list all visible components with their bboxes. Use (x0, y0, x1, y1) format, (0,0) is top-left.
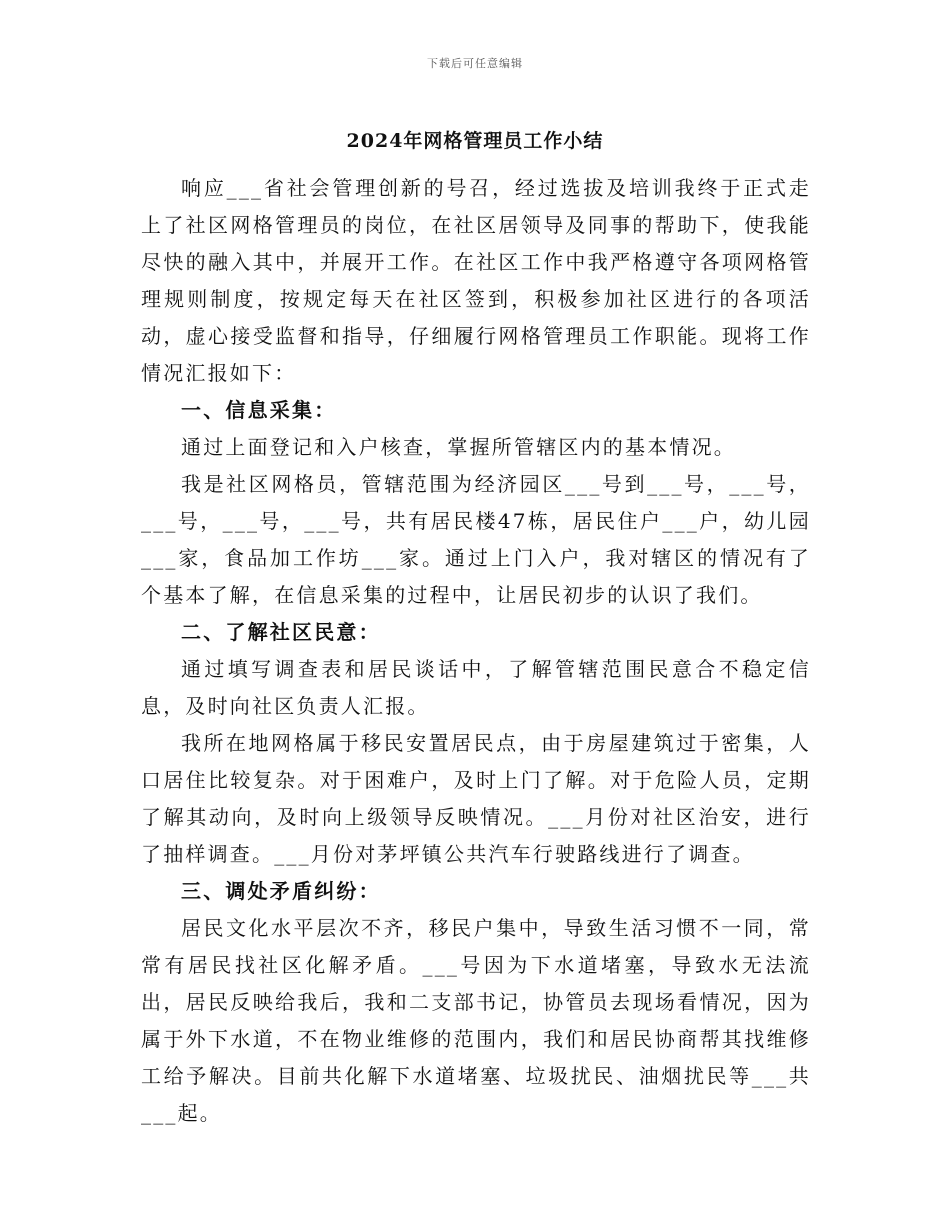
section-heading-public-opinion: 二、了解社区民意： (181, 620, 381, 644)
paragraph: 通过上面登记和入户核查，掌握所管辖区内的基本情况。 (181, 435, 736, 459)
header-note: 下载后可任意编辑 (427, 57, 523, 70)
paragraph: 通过填写调查表和居民谈话中，了解管辖范围民意合不稳定信息，及时向社区负责人汇报。 (141, 657, 811, 718)
document-title: 2024年网格管理员工作小结 (346, 130, 604, 152)
paragraph: 我是社区网格员，管辖范围为经济园区___号到___号，___号，___号，___号，___号，共有居民楼47栋，居民住户___户，幼儿园___家，食品加工作坊___家。通过上门入户，我对辖区的情况有了个基本了解，在信息采集的过程中，让居民初步的认识了我们。 (141, 472, 811, 607)
document-body (141, 170, 811, 1132)
intro-paragraph: 响应___省社会管理创新的号召，经过选拔及培训我终于正式走上了社区网格管理员的岗位，在社区居领导及同事的帮助下，使我能尽快的融入其中，并展开工作。在社区工作中我严格遵守各项网格管理规则制度，按规定每天在社区签到，积极参加社区进行的各项活动，虚心接受监督和指导，仔细履行网格管理员工作职能。现将工作情况汇报如下： (141, 176, 811, 385)
paragraph: 居民文化水平层次不齐，移民户集中，导致生活习惯不一同，常常有居民找社区化解矛盾。___号因为下水道堵塞，导致水无法流出，居民反映给我后，我和二支部书记，协管员去现场看情况，因为属于外下水道，不在物业维修的范围内，我们和居民协商帮其找维修工给予解决。目前共化解下水道堵塞、垃圾扰民、油烟扰民等___共___起。 (141, 916, 811, 1125)
paragraph: 我所在地网格属于移民安置居民点，由于房屋建筑过于密集，人口居住比较复杂。对于困难户，及时上门了解。对于危险人员，定期了解其动向，及时向上级领导反映情况。___月份对社区治安，进行了抽样调查。___月份对茅坪镇公共汽车行驶路线进行了调查。 (141, 731, 811, 866)
section-heading-info-collection: 一、信息采集： (181, 398, 337, 422)
section-heading-dispute-mediation: 三、调处矛盾纠纷： (181, 879, 381, 903)
